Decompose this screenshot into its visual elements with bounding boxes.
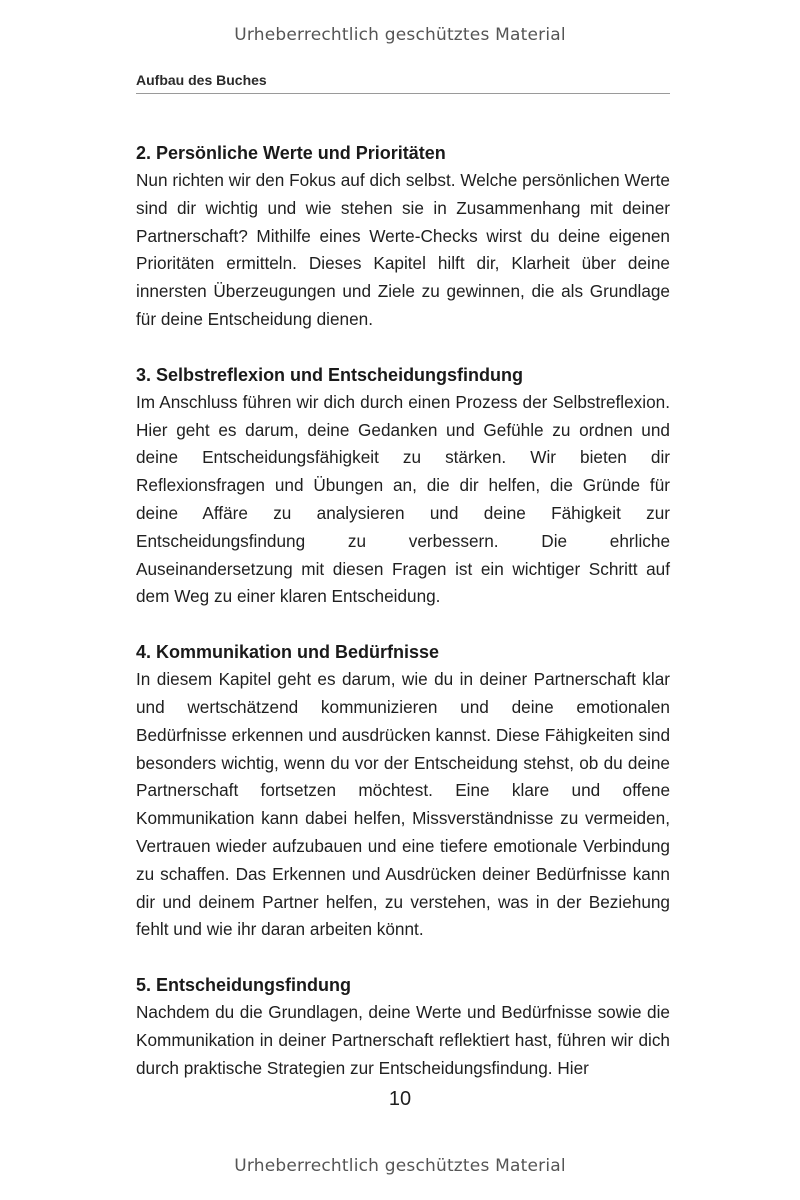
page-content: [136, 140, 670, 1111]
section-heading: 4. Kommunikation und Bedürfnisse: [136, 642, 440, 663]
page-number: 10: [388, 1088, 412, 1110]
section-body: Nachdem du die Grundlagen, deine Werte und Bedürfnisse sowie die Kommunikation in deiner Partnerschaft reflektiert hast, führen wir dich durch praktische Strategien zur Entscheidungsfindung. Hier: [136, 1002, 670, 1078]
section-3: [136, 362, 670, 611]
section-2: [136, 140, 670, 334]
section-heading: 3. Selbstreflexion und Entscheidungsfindung: [136, 364, 524, 385]
copyright-watermark-bottom: Urheberrechtlich geschütztes Material: [234, 1156, 566, 1176]
section-5: [136, 972, 670, 1082]
section-body: Nun richten wir den Fokus auf dich selbst. Welche persönlichen Werte sind dir wichtig und wie stehen sie in Zusammenhang mit deiner Partnerschaft? Mithilfe eines Werte-Checks wirst du deine eigenen Prioritäten ermitteln. Dieses Kapitel hilft dir, Klarheit über deine innersten Überzeugungen und Ziele zu gewinnen, die als Grundlage für deine Entscheidung dienen.: [136, 170, 670, 329]
section-4: [136, 639, 670, 944]
copyright-watermark-top: Urheberrechtlich geschütztes Material: [234, 25, 566, 45]
section-body: Im Anschluss führen wir dich durch einen Prozess der Selbstreflexion. Hier geht es darum, deine Gedanken und Gefühle zu ordnen und deine Entscheidungsfähigkeit zu stärken. Wir bieten dir Reflexionsfragen und Übungen an, die dir helfen, die Gründe für deine Affäre zu analysieren und deine Fähigkeit zur Entscheidungsfindung zu verbessern. Die ehrliche Auseinandersetzung mit diesen Fragen ist ein wichtiger Schritt auf dem Weg zu einer klaren Entscheidung.: [136, 391, 670, 607]
section-heading: 2. Persönliche Werte und Prioritäten: [136, 143, 446, 163]
section-heading: 5. Entscheidungsfindung: [136, 975, 351, 996]
section-body: In diesem Kapitel geht es darum, wie du in deiner Partnerschaft klar und wertschätzend kommunizieren und deine emotionalen Bedürfnisse erkennen und ausdrücken kannst. Diese Fähigkeiten sind besonders wichtig, wenn du vor der Entscheidung stehst, ob du deine Partnerschaft fortsetzen möchtest. Eine klare und offene Kommunikation kann dabei helfen, Missverständnisse zu vermeiden, Vertrauen wieder aufzubauen und eine tiefere emotionale Verbindung zu schaffen. Das Erkennen und Ausdrücken deiner Bedürfnisse kann dir und deinem Partner helfen, zu verstehen, was in der Beziehung fehlt und wie ihr daran arbeiten könnt.: [136, 669, 670, 940]
running-head: Aufbau des Buches: [136, 72, 670, 94]
